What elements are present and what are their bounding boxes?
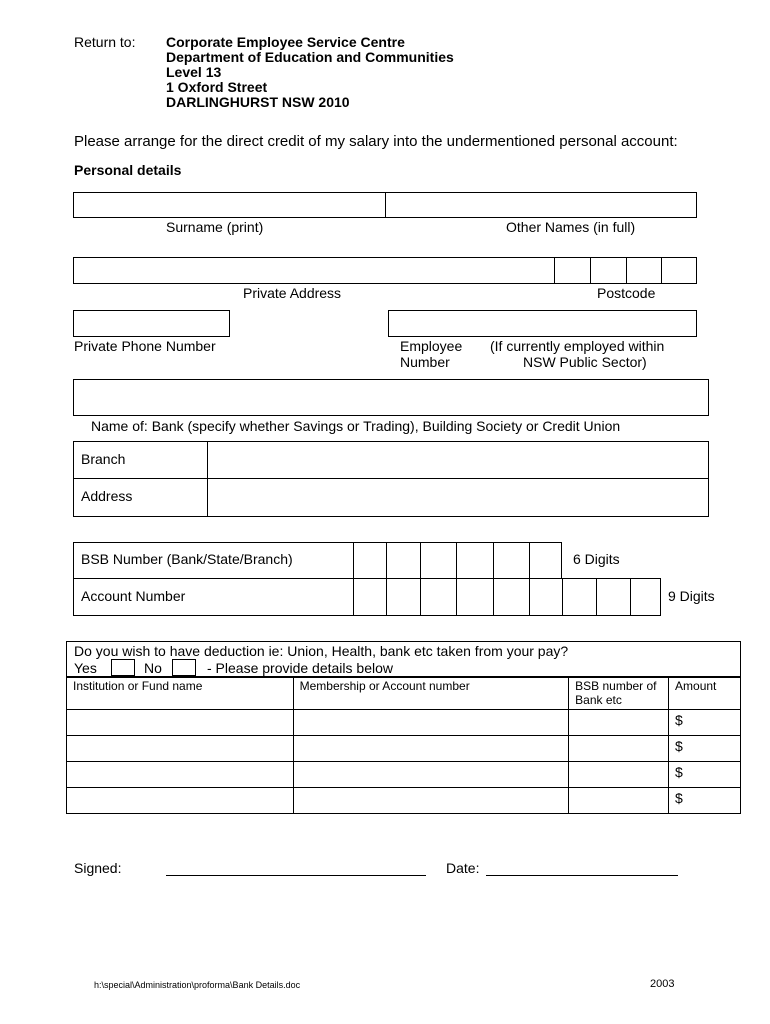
table-row bbox=[67, 788, 741, 814]
bsb-cell[interactable] bbox=[569, 710, 669, 736]
intro-text: Please arrange for the direct credit of my salary into the undermentioned personal account: bbox=[74, 133, 678, 150]
amount-cell[interactable] bbox=[669, 762, 741, 788]
signed-label: Signed: bbox=[74, 860, 122, 876]
surname-label: Surname (print) bbox=[166, 219, 264, 235]
postcode-digit-box[interactable] bbox=[590, 257, 627, 284]
bsb-digits-note: 6 Digits bbox=[573, 551, 620, 567]
table-row bbox=[67, 736, 741, 762]
other-names-input[interactable] bbox=[385, 192, 697, 218]
employee-label-line2: Number bbox=[400, 354, 450, 370]
account-number-input[interactable] bbox=[353, 578, 661, 616]
deduction-details-text: - Please provide details below bbox=[207, 660, 393, 676]
private-address-input[interactable] bbox=[73, 257, 555, 284]
return-to-label: Return to: bbox=[74, 34, 136, 50]
employee-number-input[interactable] bbox=[388, 310, 697, 337]
return-address-line-4: 1 Oxford Street bbox=[166, 79, 268, 95]
postcode-digit-box[interactable] bbox=[626, 257, 662, 284]
deduction-question: Do you wish to have deduction ie: Union, Health, bank etc taken from your pay? bbox=[74, 643, 569, 659]
footer-file-path: h:\special\Administration\proforma\Bank Details.doc bbox=[94, 980, 301, 990]
employed-note-line2: NSW Public Sector) bbox=[523, 354, 647, 370]
deduction-yes-checkbox[interactable] bbox=[111, 659, 135, 676]
deduction-table bbox=[66, 676, 741, 814]
bank-name-input[interactable] bbox=[73, 379, 709, 416]
account-digit-box[interactable] bbox=[630, 578, 661, 616]
deduction-no-label: No bbox=[144, 660, 162, 676]
return-address-line-2: Department of Education and Communities bbox=[166, 49, 454, 65]
bsb-cell[interactable] bbox=[569, 736, 669, 762]
date-line[interactable] bbox=[486, 875, 678, 876]
footer-year: 2003 bbox=[650, 978, 675, 990]
column-header-bsb: BSB number of Bank etc bbox=[569, 677, 669, 710]
bsb-cell[interactable] bbox=[569, 762, 669, 788]
postcode-digit-box[interactable] bbox=[554, 257, 591, 284]
account-digit-box[interactable] bbox=[353, 578, 387, 616]
table-row bbox=[67, 762, 741, 788]
account-digit-box[interactable] bbox=[596, 578, 631, 616]
address-label: Address bbox=[81, 488, 133, 504]
account-label: Account Number bbox=[81, 588, 186, 604]
currency-symbol: $ bbox=[675, 790, 683, 806]
return-address-line-5: DARLINGHURST NSW 2010 bbox=[166, 94, 350, 110]
other-names-label: Other Names (in full) bbox=[506, 219, 636, 235]
amount-cell[interactable] bbox=[669, 736, 741, 762]
currency-symbol: $ bbox=[675, 764, 683, 780]
postcode-label: Postcode bbox=[597, 285, 656, 301]
deduction-yes-label: Yes bbox=[74, 660, 97, 676]
amount-cell[interactable] bbox=[669, 710, 741, 736]
private-address-label: Private Address bbox=[243, 285, 342, 301]
date-label: Date: bbox=[446, 860, 480, 876]
postcode-digit-box[interactable] bbox=[661, 257, 697, 284]
membership-cell[interactable] bbox=[293, 762, 569, 788]
column-header-amount: Amount bbox=[669, 677, 741, 710]
institution-cell[interactable] bbox=[67, 710, 294, 736]
account-digits-note: 9 Digits bbox=[668, 588, 715, 604]
membership-cell[interactable] bbox=[293, 736, 569, 762]
amount-cell[interactable] bbox=[669, 788, 741, 814]
bank-address-input[interactable] bbox=[208, 479, 708, 516]
account-digit-box[interactable] bbox=[562, 578, 597, 616]
bsb-label: BSB Number (Bank/State/Branch) bbox=[81, 551, 293, 567]
account-digit-box[interactable] bbox=[493, 578, 530, 616]
account-digit-box[interactable] bbox=[456, 578, 494, 616]
private-phone-label: Private Phone Number bbox=[74, 338, 216, 354]
return-address-line-1: Corporate Employee Service Centre bbox=[166, 34, 405, 50]
institution-cell[interactable] bbox=[67, 762, 294, 788]
bsb-digit-box[interactable] bbox=[456, 542, 494, 579]
branch-label: Branch bbox=[81, 451, 126, 467]
bsb-digit-box[interactable] bbox=[386, 542, 421, 579]
institution-cell[interactable] bbox=[67, 736, 294, 762]
bsb-digit-box[interactable] bbox=[420, 542, 457, 579]
personal-details-heading: Personal details bbox=[74, 162, 182, 178]
table-row bbox=[67, 710, 741, 736]
postcode-input[interactable] bbox=[554, 257, 697, 284]
private-phone-input[interactable] bbox=[73, 310, 230, 337]
employed-note-line1: (If currently employed within bbox=[490, 338, 665, 354]
bsb-digit-box[interactable] bbox=[353, 542, 387, 579]
account-digit-box[interactable] bbox=[420, 578, 457, 616]
bsb-input[interactable] bbox=[353, 542, 562, 579]
return-address-line-3: Level 13 bbox=[166, 64, 222, 80]
currency-symbol: $ bbox=[675, 738, 683, 754]
currency-symbol: $ bbox=[675, 712, 683, 728]
deduction-no-checkbox[interactable] bbox=[172, 659, 196, 676]
column-header-institution: Institution or Fund name bbox=[67, 677, 294, 710]
account-digit-box[interactable] bbox=[529, 578, 563, 616]
surname-input[interactable] bbox=[73, 192, 386, 218]
signature-line[interactable] bbox=[166, 875, 426, 876]
branch-input[interactable] bbox=[208, 442, 708, 478]
deduction-table-header bbox=[67, 677, 741, 710]
bsb-digit-box[interactable] bbox=[493, 542, 530, 579]
membership-cell[interactable] bbox=[293, 788, 569, 814]
institution-cell[interactable] bbox=[67, 788, 294, 814]
bank-name-label: Name of: Bank (specify whether Savings or Trading), Building Society or Credit Union bbox=[91, 418, 621, 434]
membership-cell[interactable] bbox=[293, 710, 569, 736]
bsb-cell[interactable] bbox=[569, 788, 669, 814]
employee-label-line1: Employee bbox=[400, 338, 463, 354]
bsb-digit-box[interactable] bbox=[529, 542, 562, 579]
account-digit-box[interactable] bbox=[386, 578, 421, 616]
column-header-membership: Membership or Account number bbox=[293, 677, 569, 710]
